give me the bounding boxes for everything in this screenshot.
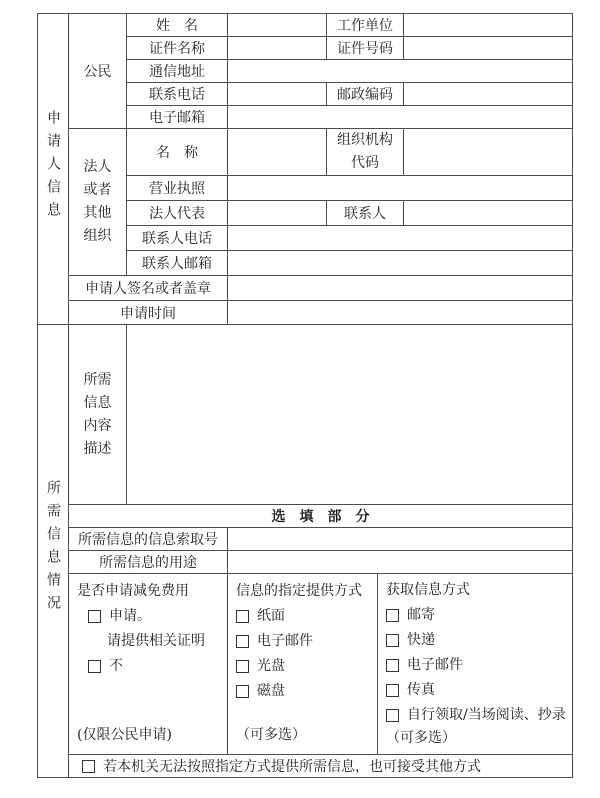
checkbox-icon[interactable] [88,610,101,623]
info-description-text: 所需信息内容描述 [83,371,112,457]
applicant-info-side-label [38,14,69,325]
label-tel: 联系电话 [127,83,228,106]
label-email: 电子邮箱 [127,106,228,129]
contact-tel-value[interactable] [228,226,573,251]
checkbox-icon[interactable] [82,760,95,773]
postcode-value[interactable] [404,83,573,106]
applicant-side-text: 申请人信息 [45,109,61,225]
label-contact: 联系人 [327,201,404,226]
checkbox-icon[interactable] [236,610,249,623]
fee-waiver-apply-label: 申请。 [109,608,151,624]
fallback-option-label: 若本机关无法按照指定方式提供所需信息，也可接受其他方式 [103,759,481,775]
delivery-option-paper[interactable] [236,604,373,629]
obtain-option-fax[interactable] [386,678,568,703]
delivery-option-email[interactable] [236,629,373,654]
checkbox-icon[interactable] [386,659,399,672]
org-code-value[interactable] [404,129,573,176]
label-cert-name: 证件名称 [127,37,228,60]
cert-name-value[interactable] [228,37,327,60]
org-group-label [69,129,127,276]
label-license: 营业执照 [127,176,228,201]
name-value[interactable] [228,14,327,37]
label-signature: 申请人签名或者盖章 [69,276,228,301]
label-index-no: 所需信息的信息索取号 [69,528,228,551]
label-legal-rep: 法人代表 [127,201,228,226]
label-apply-time: 申请时间 [69,301,228,325]
fee-waiver-title: 是否申请减免费用 [77,583,189,599]
obtain-option-label: 邮寄 [407,607,435,623]
fee-waiver-cell [69,574,228,755]
contact-email-value[interactable] [228,251,573,276]
delivery-method-footnote: （可多选） [236,727,306,743]
optional-section-header: 选填部分 [69,505,573,528]
tel-value[interactable] [228,83,327,106]
delivery-option-cd[interactable] [236,654,373,679]
fee-waiver-apply-note: 请提供相关证明 [107,633,205,649]
license-value[interactable] [228,176,573,201]
checkbox-icon[interactable] [386,684,399,697]
required-info-side-text: 所需信息情况 [45,480,61,618]
label-name: 姓 名 [127,14,228,37]
label-org-name: 名 称 [127,129,228,176]
index-no-value[interactable] [228,528,573,551]
label-info-description [69,325,127,505]
contact-value[interactable] [404,201,573,226]
delivery-method-title: 信息的指定提供方式 [236,583,362,599]
obtain-option-mail[interactable] [386,603,568,628]
delivery-option-label: 纸面 [257,608,285,624]
obtain-option-label: 快递 [407,632,435,648]
address-value[interactable] [228,60,573,83]
label-work-unit: 工作单位 [327,14,404,37]
fee-waiver-no-label: 不 [109,658,123,674]
obtain-option-email[interactable] [386,653,568,678]
checkbox-icon[interactable] [236,660,249,673]
signature-value[interactable] [228,276,573,301]
delivery-method-cell [228,574,378,755]
label-address: 通信地址 [127,60,228,83]
info-description-value[interactable] [127,325,573,505]
label-usage: 所需信息的用途 [69,551,228,574]
obtain-option-label: 电子邮件 [407,657,463,673]
label-cert-no: 证件号码 [327,37,404,60]
label-postcode: 邮政编码 [327,83,404,106]
delivery-option-label: 光盘 [257,658,285,674]
apply-time-value[interactable] [228,301,573,325]
checkbox-icon[interactable] [386,634,399,647]
checkbox-icon[interactable] [236,685,249,698]
citizen-group-label: 公民 [69,14,127,129]
usage-value[interactable] [228,551,573,574]
delivery-option-label: 磁盘 [257,683,285,699]
email-value[interactable] [228,106,573,129]
obtain-method-title: 获取信息方式 [386,582,470,598]
org-name-value[interactable] [228,129,327,176]
label-contact-email: 联系人邮箱 [127,251,228,276]
org-group-text: 法人或者其他组织 [83,159,112,244]
checkbox-icon[interactable] [236,635,249,648]
label-contact-tel: 联系人电话 [127,226,228,251]
obtain-method-footnote: （可多选） [386,730,456,746]
obtain-option-label: 传真 [407,682,435,698]
org-code-text: 组织机构代码 [337,132,393,171]
delivery-option-disk[interactable] [236,679,373,704]
cert-no-value[interactable] [404,37,573,60]
obtain-option-self-pickup[interactable] [386,703,568,728]
checkbox-icon[interactable] [386,709,399,722]
obtain-method-cell [378,574,573,755]
required-info-side-label [38,325,69,778]
obtain-option-label: 自行领取/当场阅读、抄录 [407,707,566,723]
application-form-table [37,13,573,778]
fee-waiver-option-no[interactable] [88,654,223,679]
fallback-option[interactable] [69,756,572,776]
fee-waiver-footnote: (仅限公民申请) [77,727,172,743]
legal-rep-value[interactable] [228,201,327,226]
checkbox-icon[interactable] [88,660,101,673]
label-org-code [327,129,404,176]
obtain-option-express[interactable] [386,628,568,653]
work-unit-value[interactable] [404,14,573,37]
delivery-option-label: 电子邮件 [257,633,313,649]
checkbox-icon[interactable] [386,609,399,622]
fallback-option-cell [69,755,573,778]
fee-waiver-option-apply[interactable] [88,604,223,629]
